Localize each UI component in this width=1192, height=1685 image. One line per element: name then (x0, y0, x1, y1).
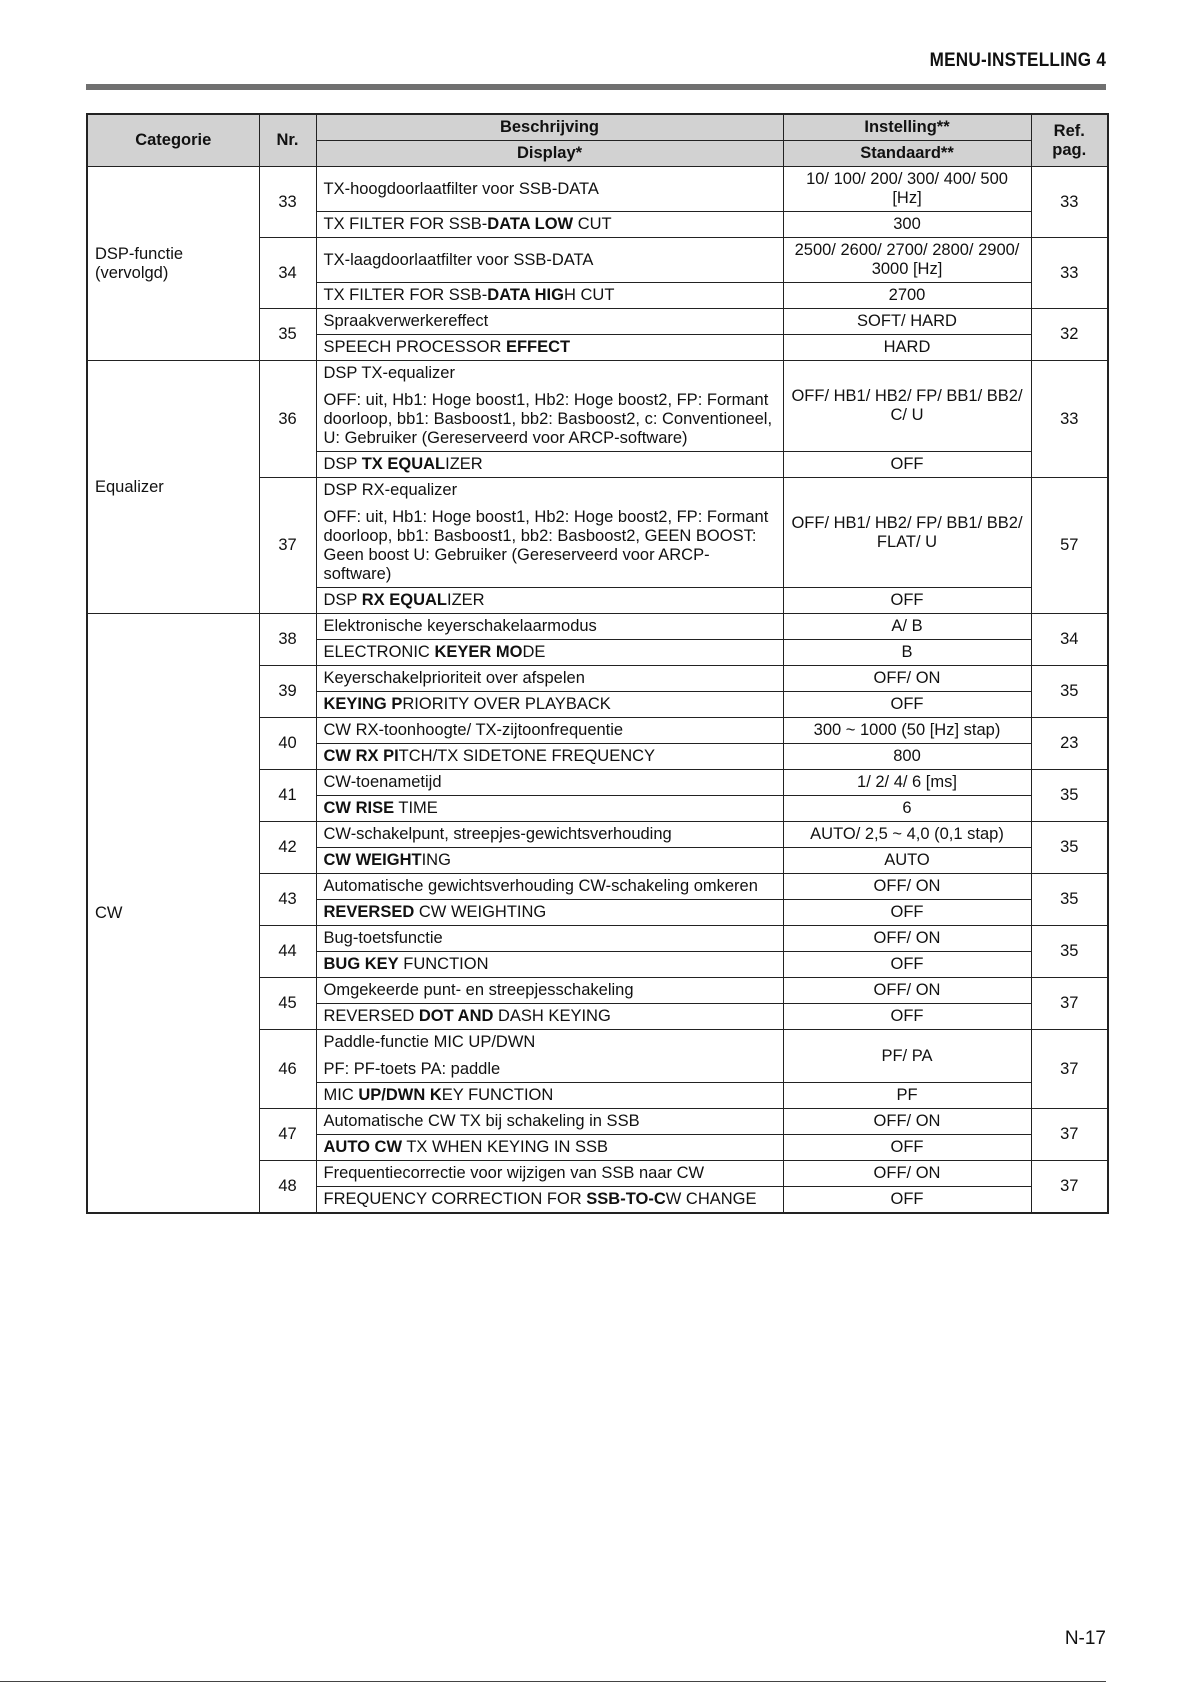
description-cell (316, 978, 783, 1004)
display-text-part: DSP (323, 455, 362, 473)
display-text-abbrev-bold: AUTO CW (323, 1138, 403, 1156)
reference-page-cell: 37 (1031, 1161, 1108, 1214)
display-text-abbrev-bold: KEYING P (323, 695, 403, 713)
description-cell (316, 718, 783, 744)
display-text-cell (316, 335, 783, 361)
default-value-cell: OFF (783, 952, 1031, 978)
setting-options-cell: OFF/ ON (783, 926, 1031, 952)
description-cell (316, 1109, 783, 1135)
description-note: PF: PF-toets PA: paddle (323, 1060, 501, 1078)
menu-number-cell: 46 (259, 1030, 316, 1109)
description-cell (316, 1161, 783, 1187)
description-cell (316, 926, 783, 952)
description-text: DSP RX-equalizer (323, 481, 458, 499)
description-cell (316, 478, 783, 588)
setting-options-cell: PF/ PA (783, 1030, 1031, 1083)
display-text-abbrev-bold: DATA LOW (487, 215, 574, 233)
column-header-ref: Ref. pag. (1031, 114, 1108, 167)
table-row (87, 167, 1108, 212)
display-text-abbrev-bold: DATA HIG (487, 286, 564, 304)
setting-options-cell: 10/ 100/ 200/ 300/ 400/ 500 [Hz] (783, 167, 1031, 212)
default-value-cell: OFF (783, 692, 1031, 718)
display-text-cell (316, 952, 783, 978)
setting-options-cell: SOFT/ HARD (783, 309, 1031, 335)
display-text-cell (316, 1187, 783, 1214)
display-text-abbrev-bold: DOT AND (418, 1007, 494, 1025)
display-text-cell (316, 1004, 783, 1030)
display-text-part: DSP (323, 591, 362, 609)
menu-number-cell: 34 (259, 238, 316, 309)
description-text: CW RX-toonhoogte/ TX-zijtoonfrequentie (323, 721, 624, 739)
display-text-cell (316, 640, 783, 666)
menu-number-cell: 43 (259, 874, 316, 926)
display-text-abbrev-bold: KEYER MO (434, 643, 523, 661)
column-header-nr: Nr. (259, 114, 316, 167)
reference-page-cell: 37 (1031, 978, 1108, 1030)
display-text-part: W CHANGE (665, 1190, 757, 1208)
setting-options-cell: OFF/ ON (783, 1109, 1031, 1135)
display-text-part: REVERSED (323, 1007, 419, 1025)
display-text-part: RIORITY OVER PLAYBACK (402, 695, 611, 713)
display-text-part: SPEECH PROCESSOR (323, 338, 506, 356)
display-text-abbrev-bold: RX EQUAL (361, 591, 447, 609)
description-text: Paddle-functie MIC UP/DWN (323, 1033, 536, 1051)
default-value-cell: HARD (783, 335, 1031, 361)
menu-number-cell: 41 (259, 770, 316, 822)
default-value-cell: AUTO (783, 848, 1031, 874)
display-text-part: MIC (323, 1086, 359, 1104)
description-note: OFF: uit, Hb1: Hoge boost1, Hb2: Hoge boost2, FP: Formant doorloop, bb1: Basboost1, bb2: Basboost2, c: Conventioneel, U: Gebruiker (Gereserveerd voor ARCP-software) (323, 391, 773, 447)
reference-page-cell: 23 (1031, 718, 1108, 770)
display-text-abbrev-bold: UP/DWN K (358, 1086, 442, 1104)
setting-options-cell: OFF/ ON (783, 1161, 1031, 1187)
reference-page-cell: 33 (1031, 361, 1108, 478)
display-text-abbrev-bold: EFFECT (505, 338, 571, 356)
description-cell (316, 822, 783, 848)
default-value-cell: OFF (783, 588, 1031, 614)
table-row (87, 614, 1108, 640)
setting-options-cell: 300 ~ 1000 (50 [Hz] stap) (783, 718, 1031, 744)
description-text: CW-schakelpunt, streepjes-gewichtsverhouding (323, 825, 672, 843)
display-text-part: H CUT (563, 286, 615, 304)
display-text-abbrev-bold: CW RISE (323, 799, 395, 817)
display-text-abbrev-bold: CW RX PI (323, 747, 399, 765)
display-text-cell (316, 796, 783, 822)
display-text-cell (316, 283, 783, 309)
reference-page-cell: 37 (1031, 1030, 1108, 1109)
description-text: Automatische gewichtsverhouding CW-schakeling omkeren (323, 877, 758, 895)
default-value-cell: 6 (783, 796, 1031, 822)
setting-options-cell: OFF/ ON (783, 666, 1031, 692)
menu-settings-table (86, 113, 1109, 1214)
setting-options-cell: OFF/ HB1/ HB2/ FP/ BB1/ BB2/ FLAT/ U (783, 478, 1031, 588)
default-value-cell: OFF (783, 1004, 1031, 1030)
menu-number-cell: 36 (259, 361, 316, 478)
description-text: Keyerschakelprioriteit over afspelen (323, 669, 585, 687)
description-cell (316, 770, 783, 796)
description-cell (316, 1030, 783, 1083)
menu-number-cell: 47 (259, 1109, 316, 1161)
table-row (87, 361, 1108, 452)
display-text-part: TCH/TX SIDETONE FREQUENCY (398, 747, 656, 765)
display-text-part: CUT (573, 215, 612, 233)
column-header-standaard: Standaard** (783, 141, 1031, 167)
display-text-part: DE (522, 643, 546, 661)
setting-options-cell: 2500/ 2600/ 2700/ 2800/ 2900/ 3000 [Hz] (783, 238, 1031, 283)
menu-number-cell: 40 (259, 718, 316, 770)
reference-page-cell: 34 (1031, 614, 1108, 666)
reference-page-cell: 35 (1031, 666, 1108, 718)
setting-options-cell: OFF/ ON (783, 874, 1031, 900)
setting-options-cell: A/ B (783, 614, 1031, 640)
column-header-instelling: Instelling** (783, 114, 1031, 141)
description-cell (316, 309, 783, 335)
page-header-title: MENU-INSTELLING 4 (929, 50, 1106, 71)
menu-number-cell: 35 (259, 309, 316, 361)
column-header-categorie: Categorie (87, 114, 259, 167)
display-text-cell (316, 1135, 783, 1161)
description-cell (316, 361, 783, 452)
default-value-cell: OFF (783, 452, 1031, 478)
menu-number-cell: 48 (259, 1161, 316, 1214)
display-text-part: ELECTRONIC (323, 643, 435, 661)
menu-number-cell: 45 (259, 978, 316, 1030)
category-cell: DSP-functie (vervolgd) (87, 167, 259, 361)
menu-number-cell: 44 (259, 926, 316, 978)
display-text-part: ING (421, 851, 451, 869)
display-text-abbrev-bold: SSB-TO-C (586, 1190, 666, 1208)
display-text-cell (316, 848, 783, 874)
column-header-beschrijving: Beschrijving (316, 114, 783, 141)
display-text-part: FUNCTION (398, 955, 489, 973)
display-text-cell (316, 452, 783, 478)
display-text-cell (316, 212, 783, 238)
page-number: N-17 (1064, 1628, 1106, 1649)
reference-page-cell: 35 (1031, 926, 1108, 978)
description-text: Omgekeerde punt- en streepjesschakeling (323, 981, 634, 999)
description-cell (316, 614, 783, 640)
description-text: DSP TX-equalizer (323, 364, 455, 382)
description-text: Automatische CW TX bij schakeling in SSB (323, 1112, 640, 1130)
reference-page-cell: 35 (1031, 770, 1108, 822)
display-text-part: TX FILTER FOR SSB- (323, 215, 488, 233)
description-note: OFF: uit, Hb1: Hoge boost1, Hb2: Hoge boost2, FP: Formant doorloop, bb1: Basboost1, bb2: Basboost2, GEEN BOOST: Geen boost U: Gebruiker (Gereserveerd voor ARCP-software) (323, 508, 769, 583)
display-text-part: TX WHEN KEYING IN SSB (402, 1138, 609, 1156)
setting-options-cell: 1/ 2/ 4/ 6 [ms] (783, 770, 1031, 796)
display-text-abbrev-bold: TX EQUAL (361, 455, 446, 473)
reference-page-cell: 37 (1031, 1109, 1108, 1161)
display-text-cell (316, 588, 783, 614)
menu-number-cell: 42 (259, 822, 316, 874)
description-cell (316, 167, 783, 212)
description-cell (316, 874, 783, 900)
reference-page-cell: 33 (1031, 238, 1108, 309)
reference-page-cell: 35 (1031, 822, 1108, 874)
menu-number-cell: 37 (259, 478, 316, 614)
display-text-abbrev-bold: BUG KEY (323, 955, 399, 973)
display-text-part: IZER (445, 455, 483, 473)
menu-number-cell: 39 (259, 666, 316, 718)
description-text: TX-hoogdoorlaatfilter voor SSB-DATA (323, 179, 599, 198)
default-value-cell: PF (783, 1083, 1031, 1109)
display-text-part: FREQUENCY CORRECTION FOR (323, 1190, 587, 1208)
default-value-cell: OFF (783, 1187, 1031, 1214)
column-header-display: Display* (316, 141, 783, 167)
display-text-part: IZER (446, 591, 485, 609)
default-value-cell: 300 (783, 212, 1031, 238)
default-value-cell: OFF (783, 900, 1031, 926)
reference-page-cell: 35 (1031, 874, 1108, 926)
default-value-cell: 2700 (783, 283, 1031, 309)
default-value-cell: B (783, 640, 1031, 666)
display-text-cell (316, 900, 783, 926)
description-text: Elektronische keyerschakelaarmodus (323, 617, 597, 635)
setting-options-cell: AUTO/ 2,5 ~ 4,0 (0,1 stap) (783, 822, 1031, 848)
description-text: Spraakverwerkereffect (323, 312, 489, 330)
setting-options-cell: OFF/ ON (783, 978, 1031, 1004)
description-text: CW-toenametijd (323, 773, 442, 791)
display-text-abbrev-bold: REVERSED (323, 903, 415, 921)
display-text-part: EY FUNCTION (441, 1086, 554, 1104)
category-cell: CW (87, 614, 259, 1214)
menu-number-cell: 33 (259, 167, 316, 238)
header-rule (86, 84, 1106, 90)
description-text: Frequentiecorrectie voor wijzigen van SSB naar CW (323, 1164, 705, 1182)
display-text-part: TX FILTER FOR SSB- (323, 286, 488, 304)
description-text: Bug-toetsfunctie (323, 929, 443, 947)
reference-page-cell: 33 (1031, 167, 1108, 238)
display-text-cell (316, 744, 783, 770)
default-value-cell: 800 (783, 744, 1031, 770)
display-text-part: DASH KEYING (493, 1007, 611, 1025)
menu-number-cell: 38 (259, 614, 316, 666)
description-cell (316, 666, 783, 692)
reference-page-cell: 32 (1031, 309, 1108, 361)
table-body (87, 167, 1108, 1214)
display-text-cell (316, 1083, 783, 1109)
description-cell (316, 238, 783, 283)
description-text: TX-laagdoorlaatfilter voor SSB-DATA (323, 250, 594, 269)
category-cell: Equalizer (87, 361, 259, 614)
display-text-cell (316, 692, 783, 718)
display-text-abbrev-bold: CW WEIGHT (323, 851, 422, 869)
display-text-part: CW WEIGHTING (414, 903, 547, 921)
footer-rule (0, 1681, 1106, 1682)
display-text-part: TIME (394, 799, 438, 817)
setting-options-cell: OFF/ HB1/ HB2/ FP/ BB1/ BB2/ C/ U (783, 361, 1031, 452)
reference-page-cell: 57 (1031, 478, 1108, 614)
default-value-cell: OFF (783, 1135, 1031, 1161)
